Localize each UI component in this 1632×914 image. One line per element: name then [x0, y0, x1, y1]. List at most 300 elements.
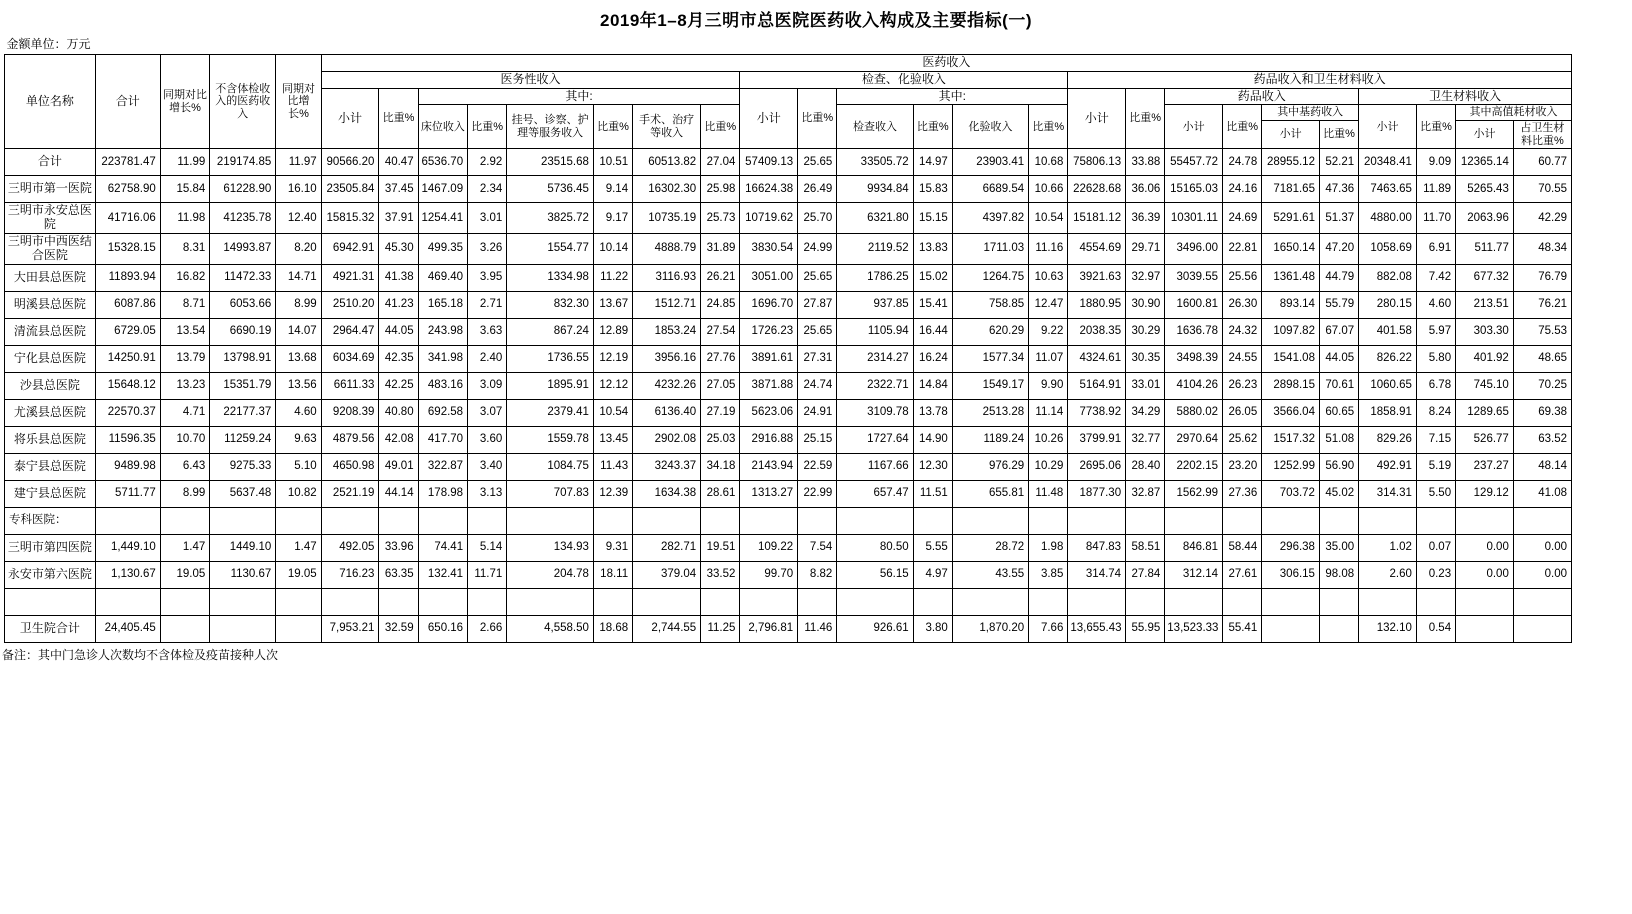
cell: 13.23 [160, 372, 210, 399]
cell: 2964.47 [321, 318, 379, 345]
cell: 6034.69 [321, 345, 379, 372]
cell: 25.65 [798, 149, 837, 176]
cell [701, 588, 740, 615]
cell: 401.58 [1359, 318, 1417, 345]
cell: 4921.31 [321, 264, 379, 291]
cell: 57409.13 [740, 149, 798, 176]
table-row [5, 453, 1572, 480]
cell: 11893.94 [95, 264, 160, 291]
cell: 4888.79 [633, 233, 701, 264]
cell [379, 588, 418, 615]
cell: 5291.61 [1262, 203, 1320, 234]
cell: 1264.75 [952, 264, 1028, 291]
cell [95, 588, 160, 615]
cell: 19.05 [276, 561, 321, 588]
cell: 9.22 [1029, 318, 1068, 345]
cell: 6729.05 [95, 318, 160, 345]
cell: 24.99 [798, 233, 837, 264]
cell: 893.14 [1262, 291, 1320, 318]
cell: 47.36 [1319, 176, 1358, 203]
cell: 1167.66 [837, 453, 913, 480]
cell: 32.87 [1126, 480, 1165, 507]
cell: 12.19 [593, 345, 632, 372]
table-row [5, 149, 1572, 176]
cell [1126, 588, 1165, 615]
cell: 3871.88 [740, 372, 798, 399]
cell: 8.31 [160, 233, 210, 264]
cell: 6053.66 [210, 291, 276, 318]
cell: 26.23 [1223, 372, 1262, 399]
cell [593, 507, 632, 534]
cell: 10.51 [593, 149, 632, 176]
cell [952, 588, 1028, 615]
cell: 24.74 [798, 372, 837, 399]
cell: 847.83 [1068, 534, 1126, 561]
cell [276, 507, 321, 534]
cell [1416, 507, 1455, 534]
cell: 23515.68 [507, 149, 594, 176]
row-label [5, 588, 96, 615]
cell: 1877.30 [1068, 480, 1126, 507]
cell: 134.93 [507, 534, 594, 561]
cell: 90566.20 [321, 149, 379, 176]
cell: 3.26 [468, 233, 507, 264]
cell: 8.24 [1416, 399, 1455, 426]
cell: 492.91 [1359, 453, 1417, 480]
cell: 22.81 [1223, 233, 1262, 264]
cell: 14250.91 [95, 345, 160, 372]
cell: 4.97 [913, 561, 952, 588]
cell: 1711.03 [952, 233, 1028, 264]
cell: 469.40 [418, 264, 468, 291]
cell: 716.23 [321, 561, 379, 588]
cell: 483.16 [418, 372, 468, 399]
cell: 650.16 [418, 615, 468, 642]
cell: 56.15 [837, 561, 913, 588]
cell: 1736.55 [507, 345, 594, 372]
cell [1262, 588, 1320, 615]
cell: 1.02 [1359, 534, 1417, 561]
cell: 322.87 [418, 453, 468, 480]
cell: 7.15 [1416, 426, 1455, 453]
cell: 48.34 [1513, 233, 1571, 264]
th-drug-material-income: 药品收入和卫生材料收入 [1068, 71, 1572, 88]
cell: 13.45 [593, 426, 632, 453]
cell: 314.74 [1068, 561, 1126, 588]
cell [210, 507, 276, 534]
cell: 11.71 [468, 561, 507, 588]
cell: 1650.14 [1262, 233, 1320, 264]
cell: 45.02 [1319, 480, 1358, 507]
cell: 51.37 [1319, 203, 1358, 234]
cell [1513, 588, 1571, 615]
table-row [5, 372, 1572, 399]
cell: 1786.25 [837, 264, 913, 291]
cell: 132.10 [1359, 615, 1417, 642]
cell: 29.71 [1126, 233, 1165, 264]
cell: 1467.09 [418, 176, 468, 203]
cell: 2970.64 [1165, 426, 1223, 453]
cell: 829.26 [1359, 426, 1417, 453]
cell: 2,744.55 [633, 615, 701, 642]
table-row [5, 291, 1572, 318]
cell: 25.03 [701, 426, 740, 453]
cell: 30.29 [1126, 318, 1165, 345]
cell: 526.77 [1456, 426, 1514, 453]
cell: 13,655.43 [1068, 615, 1126, 642]
cell: 1853.24 [633, 318, 701, 345]
cell: 499.35 [418, 233, 468, 264]
cell: 5265.43 [1456, 176, 1514, 203]
cell: 13,523.33 [1165, 615, 1223, 642]
cell [837, 507, 913, 534]
cell: 12.30 [913, 453, 952, 480]
cell: 1,130.67 [95, 561, 160, 588]
cell: 41716.06 [95, 203, 160, 234]
cell: 13.68 [276, 345, 321, 372]
cell: 16.24 [913, 345, 952, 372]
cell: 492.05 [321, 534, 379, 561]
main-table [4, 35, 1572, 643]
cell: 11259.24 [210, 426, 276, 453]
cell: 1541.08 [1262, 345, 1320, 372]
th-exam-among: 其中: [837, 88, 1068, 105]
cell [1319, 588, 1358, 615]
cell: 22177.37 [210, 399, 276, 426]
cell: 12.40 [276, 203, 321, 234]
cell: 63.52 [1513, 426, 1571, 453]
cell: 99.70 [740, 561, 798, 588]
cell: 3921.63 [1068, 264, 1126, 291]
cell: 1880.95 [1068, 291, 1126, 318]
cell: 1696.70 [740, 291, 798, 318]
cell: 62758.90 [95, 176, 160, 203]
cell: 2.40 [468, 345, 507, 372]
cell: 9489.98 [95, 453, 160, 480]
cell [798, 507, 837, 534]
cell: 1449.10 [210, 534, 276, 561]
cell: 32.77 [1126, 426, 1165, 453]
cell: 52.21 [1319, 149, 1358, 176]
cell: 1512.71 [633, 291, 701, 318]
cell: 28.72 [952, 534, 1028, 561]
cell: 13.78 [913, 399, 952, 426]
cell: 2513.28 [952, 399, 1028, 426]
cell: 27.54 [701, 318, 740, 345]
unit-label: 金额单位：万元 [6, 36, 91, 51]
cell: 1.47 [276, 534, 321, 561]
cell [701, 507, 740, 534]
cell: 10719.62 [740, 203, 798, 234]
cell: 213.51 [1456, 291, 1514, 318]
cell: 27.87 [798, 291, 837, 318]
table-row [5, 615, 1572, 642]
th-bed-income: 床位收入 [418, 105, 468, 149]
cell: 5880.02 [1165, 399, 1223, 426]
th-service-subtotal: 小计 [321, 88, 379, 149]
cell: 3116.93 [633, 264, 701, 291]
cell: 70.55 [1513, 176, 1571, 203]
cell: 25.65 [798, 264, 837, 291]
cell: 303.30 [1456, 318, 1514, 345]
cell: 9275.33 [210, 453, 276, 480]
cell [1165, 588, 1223, 615]
cell: 16.82 [160, 264, 210, 291]
th-drug-income: 药品收入 [1165, 88, 1359, 105]
cell: 26.05 [1223, 399, 1262, 426]
footnote: 备注：其中门急诊人次数均不含体检及疫苗接种人次 [2, 647, 279, 662]
cell: 109.22 [740, 534, 798, 561]
cell: 11.46 [798, 615, 837, 642]
cell: 3.07 [468, 399, 507, 426]
cell: 33.96 [379, 534, 418, 561]
cell: 0.54 [1416, 615, 1455, 642]
cell: 37.91 [379, 203, 418, 234]
table-row [5, 480, 1572, 507]
table-row [5, 345, 1572, 372]
cell [1456, 588, 1514, 615]
cell: 49.01 [379, 453, 418, 480]
cell: 4.71 [160, 399, 210, 426]
cell: 13798.91 [210, 345, 276, 372]
table-row [5, 233, 1572, 264]
cell [507, 588, 594, 615]
cell: 55457.72 [1165, 149, 1223, 176]
cell: 24.32 [1223, 318, 1262, 345]
cell: 926.61 [837, 615, 913, 642]
cell: 5.55 [913, 534, 952, 561]
cell: 237.27 [1456, 453, 1514, 480]
cell: 1600.81 [1165, 291, 1223, 318]
cell: 9208.39 [321, 399, 379, 426]
row-label: 卫生院合计 [5, 615, 96, 642]
cell: 40.80 [379, 399, 418, 426]
th-total: 合计 [95, 55, 160, 149]
cell: 11.70 [1416, 203, 1455, 234]
cell: 10.66 [1029, 176, 1068, 203]
cell: 28955.12 [1262, 149, 1320, 176]
cell: 25.98 [701, 176, 740, 203]
row-label: 三明市中西医结合医院 [5, 233, 96, 264]
cell: 11.25 [701, 615, 740, 642]
cell: 13.56 [276, 372, 321, 399]
cell: 16.10 [276, 176, 321, 203]
cell: 27.61 [1223, 561, 1262, 588]
cell: 0.00 [1513, 561, 1571, 588]
th-surgery-income: 手术、治疗等收入 [633, 105, 701, 149]
cell: 296.38 [1262, 534, 1320, 561]
cell: 14.90 [913, 426, 952, 453]
cell: 6536.70 [418, 149, 468, 176]
cell: 48.14 [1513, 453, 1571, 480]
cell: 12.89 [593, 318, 632, 345]
cell: 48.65 [1513, 345, 1571, 372]
cell: 40.47 [379, 149, 418, 176]
cell: 2063.96 [1456, 203, 1514, 234]
th-medical-income: 医药收入 [321, 55, 1571, 72]
cell: 28.61 [701, 480, 740, 507]
cell: 55.41 [1223, 615, 1262, 642]
cell: 45.30 [379, 233, 418, 264]
th-exam-only-income: 检查收入 [837, 105, 913, 149]
cell: 2038.35 [1068, 318, 1126, 345]
cell: 24.78 [1223, 149, 1262, 176]
table-row [5, 399, 1572, 426]
cell: 3830.54 [740, 233, 798, 264]
cell: 1,449.10 [95, 534, 160, 561]
cell: 60513.82 [633, 149, 701, 176]
cell: 4650.98 [321, 453, 379, 480]
cell: 70.61 [1319, 372, 1358, 399]
cell: 26.21 [701, 264, 740, 291]
cell: 18.11 [593, 561, 632, 588]
cell: 42.29 [1513, 203, 1571, 234]
cell: 9.31 [593, 534, 632, 561]
cell: 42.25 [379, 372, 418, 399]
cell: 22628.68 [1068, 176, 1126, 203]
cell: 5711.77 [95, 480, 160, 507]
cell: 60.77 [1513, 149, 1571, 176]
th-drugmat-subtotal: 小计 [1068, 88, 1126, 149]
cell: 10.68 [1029, 149, 1068, 176]
cell [210, 615, 276, 642]
cell [740, 507, 798, 534]
cell: 703.72 [1262, 480, 1320, 507]
th-material-subtotal: 小计 [1359, 105, 1417, 149]
cell: 2902.08 [633, 426, 701, 453]
cell: 2916.88 [740, 426, 798, 453]
th-hv-material-subtotal: 小计 [1456, 121, 1514, 149]
cell: 11.51 [913, 480, 952, 507]
cell: 98.08 [1319, 561, 1358, 588]
cell: 6.91 [1416, 233, 1455, 264]
cell: 2521.19 [321, 480, 379, 507]
cell: 55.79 [1319, 291, 1358, 318]
cell: 36.06 [1126, 176, 1165, 203]
th-drug-ratio: 比重% [1223, 105, 1262, 149]
cell: 6.43 [160, 453, 210, 480]
cell: 41.08 [1513, 480, 1571, 507]
cell: 27.04 [701, 149, 740, 176]
cell: 937.85 [837, 291, 913, 318]
cell: 178.98 [418, 480, 468, 507]
cell: 11.48 [1029, 480, 1068, 507]
cell: 1254.41 [418, 203, 468, 234]
th-drugmat-ratio: 比重% [1126, 88, 1165, 149]
cell: 31.89 [701, 233, 740, 264]
cell: 11.14 [1029, 399, 1068, 426]
row-label: 尤溪县总医院 [5, 399, 96, 426]
cell: 306.15 [1262, 561, 1320, 588]
table-row [5, 203, 1572, 234]
cell: 3039.55 [1165, 264, 1223, 291]
cell: 5736.45 [507, 176, 594, 203]
cell: 2695.06 [1068, 453, 1126, 480]
cell: 2143.94 [740, 453, 798, 480]
th-drug-subtotal: 小计 [1165, 105, 1223, 149]
row-label: 建宁县总医院 [5, 480, 96, 507]
cell [160, 507, 210, 534]
th-growth-2: 同期对比增长% [276, 55, 321, 149]
cell [952, 507, 1028, 534]
cell: 511.77 [1456, 233, 1514, 264]
cell: 5623.06 [740, 399, 798, 426]
cell: 3799.91 [1068, 426, 1126, 453]
cell: 14.07 [276, 318, 321, 345]
cell [160, 588, 210, 615]
cell: 3.13 [468, 480, 507, 507]
row-label: 大田县总医院 [5, 264, 96, 291]
cell [1029, 588, 1068, 615]
cell: 655.81 [952, 480, 1028, 507]
cell: 32.59 [379, 615, 418, 642]
cell: 34.18 [701, 453, 740, 480]
cell: 4.60 [276, 399, 321, 426]
cell: 219174.85 [210, 149, 276, 176]
cell [1262, 615, 1320, 642]
cell: 10.82 [276, 480, 321, 507]
cell: 3.80 [913, 615, 952, 642]
cell: 280.15 [1359, 291, 1417, 318]
cell: 2,796.81 [740, 615, 798, 642]
cell: 758.85 [952, 291, 1028, 318]
cell: 76.79 [1513, 264, 1571, 291]
cell: 9.63 [276, 426, 321, 453]
cell: 13.67 [593, 291, 632, 318]
cell: 846.81 [1165, 534, 1223, 561]
cell: 2314.27 [837, 345, 913, 372]
cell: 243.98 [418, 318, 468, 345]
cell: 24.85 [701, 291, 740, 318]
row-label: 专科医院： [5, 507, 96, 534]
th-growth-1: 同期对比增长% [160, 55, 210, 149]
cell: 11.99 [160, 149, 210, 176]
cell: 5164.91 [1068, 372, 1126, 399]
cell: 13.83 [913, 233, 952, 264]
cell: 33.01 [1126, 372, 1165, 399]
cell [1029, 507, 1068, 534]
cell: 9.14 [593, 176, 632, 203]
cell [468, 588, 507, 615]
table-row [5, 426, 1572, 453]
cell [276, 615, 321, 642]
cell: 34.29 [1126, 399, 1165, 426]
row-label: 清流县总医院 [5, 318, 96, 345]
th-high-value-material: 其中高值耗材收入 [1456, 105, 1572, 121]
cell: 2119.52 [837, 233, 913, 264]
cell: 11.07 [1029, 345, 1068, 372]
cell: 30.35 [1126, 345, 1165, 372]
cell: 26.49 [798, 176, 837, 203]
cell: 8.71 [160, 291, 210, 318]
cell [468, 507, 507, 534]
cell: 35.00 [1319, 534, 1358, 561]
cell: 44.79 [1319, 264, 1358, 291]
cell: 4554.69 [1068, 233, 1126, 264]
cell: 1361.48 [1262, 264, 1320, 291]
cell: 4879.56 [321, 426, 379, 453]
row-label: 三明市第一医院 [5, 176, 96, 203]
cell: 223781.47 [95, 149, 160, 176]
cell: 25.73 [701, 203, 740, 234]
th-bed-ratio: 比重% [468, 105, 507, 149]
th-exam-test-income: 检查、化验收入 [740, 71, 1068, 88]
cell [1359, 507, 1417, 534]
th-service-among: 其中: [418, 88, 740, 105]
cell: 42.08 [379, 426, 418, 453]
cell: 6087.86 [95, 291, 160, 318]
cell: 11.22 [593, 264, 632, 291]
